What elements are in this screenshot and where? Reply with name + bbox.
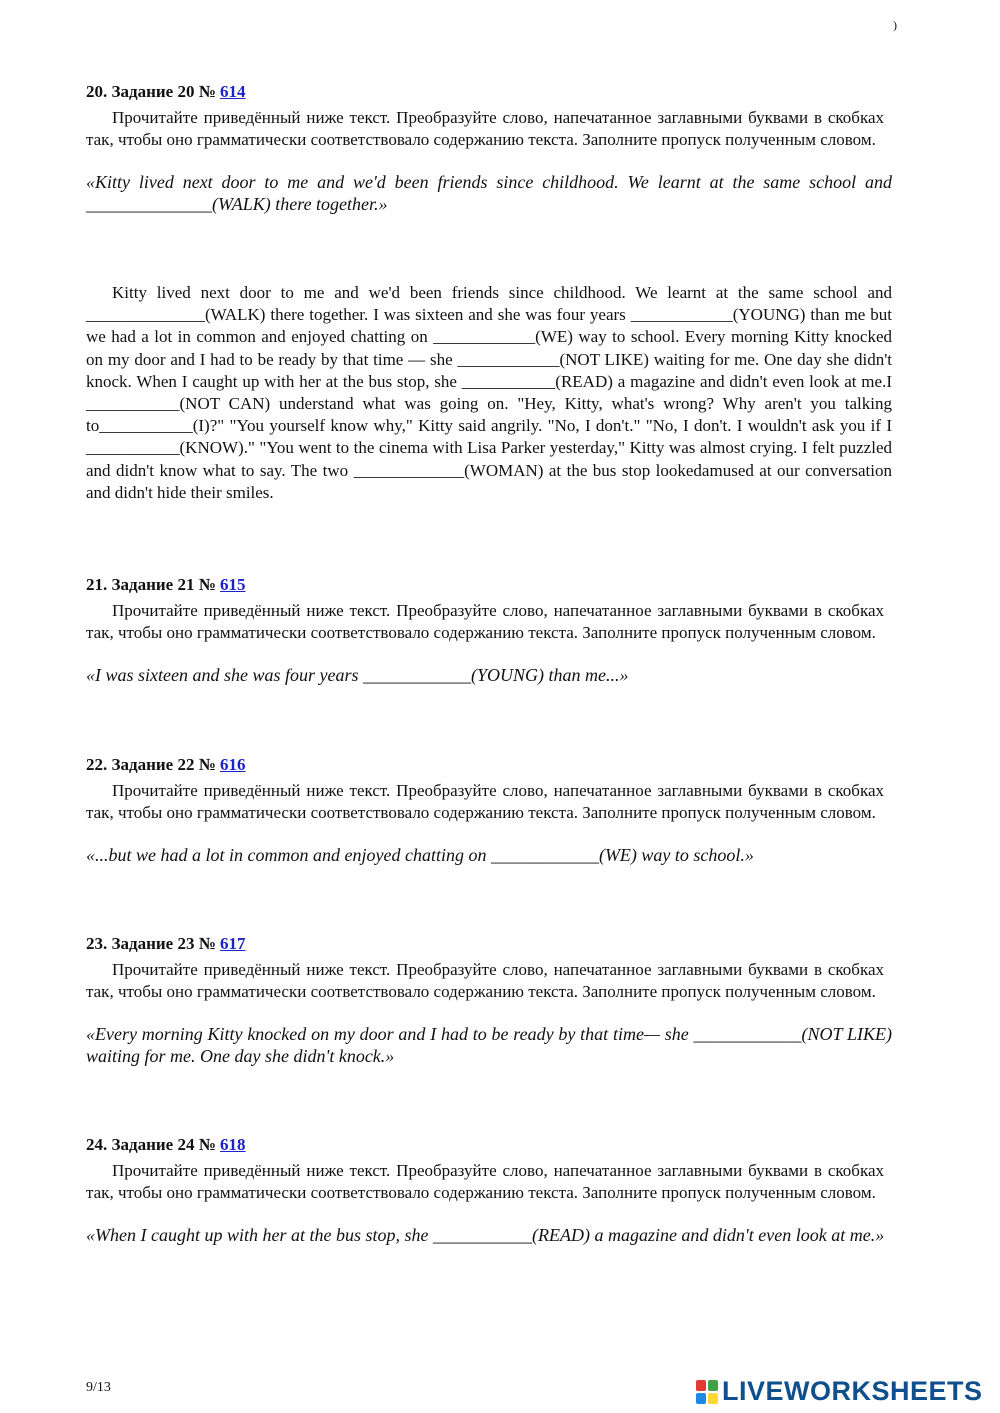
logo-squares-icon [696,1380,718,1404]
task-link-615[interactable]: 615 [220,575,246,594]
task-22 [86,754,892,866]
task-20 [86,81,892,215]
task-title-text: 20. Задание 20 № [86,82,216,101]
task-title [86,754,892,776]
task-24 [86,1134,892,1246]
logo-text: LIVEWORKSHEETS [722,1376,983,1406]
logo-square [696,1380,706,1391]
task-link-614[interactable]: 614 [220,82,246,101]
task-title [86,1134,892,1156]
task-link-617[interactable]: 617 [220,934,246,953]
task-quote: «Kitty lived next door to me and we'd been friends since childhood. We learnt at the same school and ______________(WALK) there together.» [86,172,892,214]
task-link-618[interactable]: 618 [220,1135,246,1154]
task-quote: «When I caught up with her at the bus stop, she ___________(READ) a magazine and didn't even look at me.» [86,1225,885,1245]
logo-square [696,1393,706,1404]
task-instruction: Прочитайте приведённый ниже текст. Преобразуйте слово, напечатанное заглавными буквами в скобках так, чтобы оно грамматически соответствовало содержанию текста. Заполните пропуск полученным словом. [86,1161,884,1202]
task-title-text: 21. Задание 21 № [86,575,216,594]
task-quote: «I was sixteen and she was four years ____________(YOUNG) than me...» [86,665,629,685]
task-title-text: 24. Задание 24 № [86,1135,216,1154]
task-title-text: 22. Задание 22 № [86,755,216,774]
task-21 [86,574,892,686]
task-title [86,81,892,103]
passage-text: Kitty lived next door to me and we'd been friends since childhood. We learnt at the same school and ______________(WALK) there together. I was sixteen and she was four years ____________(YOUNG) than me but we had a lot in common and enjoyed chatting on ____________(WE) way to school. Every morning Kitty knocked on my door and I had to be ready by that time — she ____________(NOT LIKE) waiting for me. One day she didn't knock. When I caught up with her at the bus stop, she ___________(READ) a magazine and didn't even look at me.I ___________(NOT CAN) understand what was going on. "Hey, Kitty, what's wrong? Why aren't you talking to___________(I)?" "You yourself know why," Kitty said angrily. "No, I don't." "No, I don't. I wouldn't ask you if I ___________(KNOW)." "You went to the cinema with Lisa Parker yesterday," Kitty was almost crying. I felt puzzled and didn't know what to say. The two _____________(WOMAN) at the bus stop lookedamused at our conversation and didn't hide their smiles. [86,283,892,502]
task-instruction: Прочитайте приведённый ниже текст. Преобразуйте слово, напечатанное заглавными буквами в скобках так, чтобы оно грамматически соответствовало содержанию текста. Заполните пропуск полученным словом. [86,601,884,642]
task-link-616[interactable]: 616 [220,755,246,774]
task-quote: «Every morning Kitty knocked on my door and I had to be ready by that time— she ____________(NOT LIKE) waiting for me. One day she didn't knock.» [86,1024,892,1066]
task-instruction: Прочитайте приведённый ниже текст. Преобразуйте слово, напечатанное заглавными буквами в скобках так, чтобы оно грамматически соответствовало содержанию текста. Заполните пропуск полученным словом. [86,781,884,822]
task-23 [86,933,892,1067]
page-number: 9/13 [86,1380,111,1395]
liveworksheets-logo[interactable] [696,1376,983,1407]
corner-mark: ) [893,18,897,32]
logo-square [708,1393,718,1404]
task-instruction: Прочитайте приведённый ниже текст. Преобразуйте слово, напечатанное заглавными буквами в скобках так, чтобы оно грамматически соответствовало содержанию текста. Заполните пропуск полученным словом. [86,108,884,149]
task-instruction: Прочитайте приведённый ниже текст. Преобразуйте слово, напечатанное заглавными буквами в скобках так, чтобы оно грамматически соответствовало содержанию текста. Заполните пропуск полученным словом. [86,960,884,1001]
task-title [86,574,892,596]
task-quote: «...but we had a lot in common and enjoyed chatting on ____________(WE) way to school.» [86,845,754,865]
task-title [86,933,892,955]
task-title-text: 23. Задание 23 № [86,934,216,953]
logo-square [708,1380,718,1391]
